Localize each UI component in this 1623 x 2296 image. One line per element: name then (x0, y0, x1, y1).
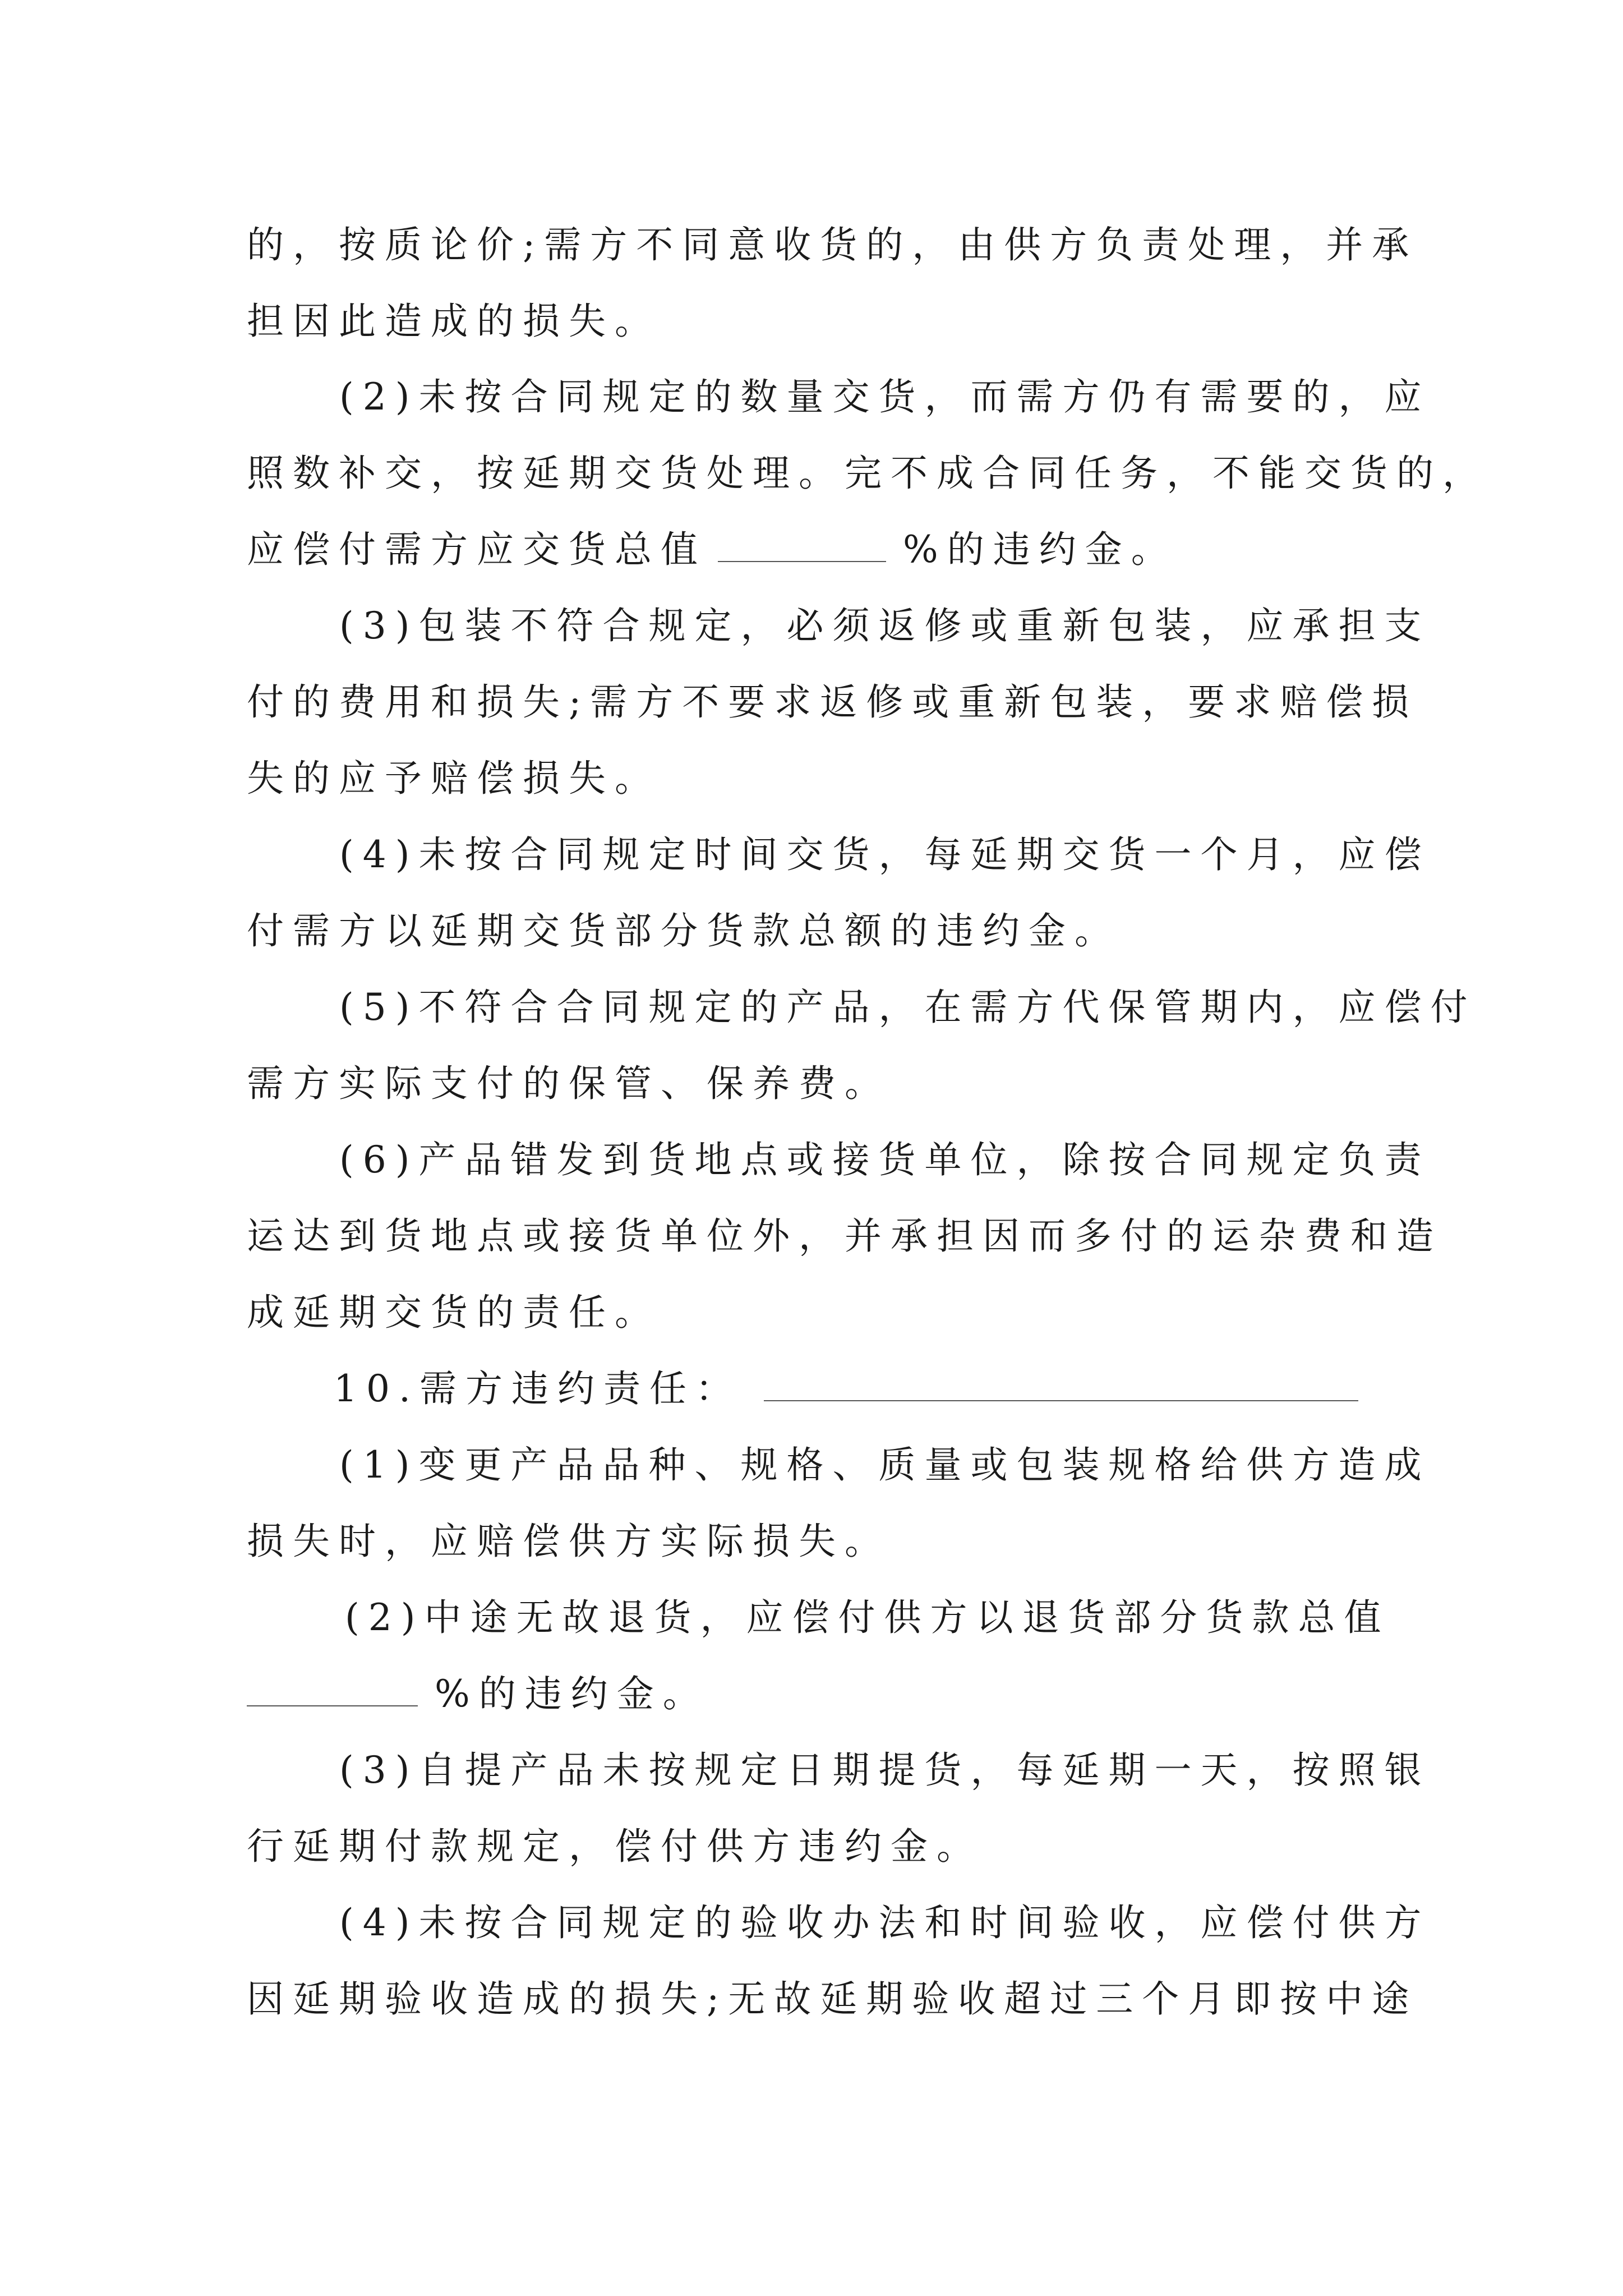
section-heading-text: 10.需方违约责任： (334, 1367, 741, 1410)
clause-item-5: (5)不符合合同规定的产品，在需方代保管期内，应偿付 (339, 986, 1477, 1029)
text-segment: %的违约金。 (435, 1672, 709, 1715)
text-line: 损失时，应赔偿供方实际损失。 (247, 1520, 891, 1563)
clause-item-2b: (2)中途无故退货，应偿付供方以退货部分货款总值 (345, 1596, 1390, 1639)
text-line: 因延期验收造成的损失;无故延期验收超过三个月即按中途 (247, 1977, 1418, 2021)
text-line: 付的费用和损失;需方不要求返修或重新包装，要求赔偿损 (247, 680, 1418, 724)
text-line: 的，按质论价;需方不同意收货的，由供方负责处理，并承 (247, 223, 1418, 266)
clause-item-3: (3)包装不符合规定，必须返修或重新包装，应承担支 (339, 604, 1431, 647)
fill-in-blank (247, 1673, 418, 1706)
fill-in-blank (764, 1368, 1358, 1401)
text-line-with-blank (247, 1667, 1385, 1721)
text-line-with-blank (247, 523, 1385, 577)
clause-item-2: (2)未按合同规定的数量交货，而需方仍有需要的，应 (339, 375, 1431, 418)
clause-item-3b: (3)自提产品未按规定日期提货，每延期一天，按照银 (339, 1749, 1431, 1792)
text-line: 需方实际支付的保管、保养费。 (247, 1062, 891, 1105)
text-line: 成延期交货的责任。 (247, 1291, 661, 1334)
text-line: 照数补交，按延期交货处理。完不成合同任务，不能交货的， (247, 452, 1488, 495)
text-line: 付需方以延期交货部分货款总额的违约金。 (247, 909, 1121, 953)
text-segment: %的违约金。 (903, 528, 1177, 571)
text-line: 失的应予赔偿损失。 (247, 757, 661, 800)
clause-item-4b: (4)未按合同规定的验收办法和时间验收，应偿付供方 (339, 1901, 1431, 1944)
clause-item-1: (1)变更产品品种、规格、质量或包装规格给供方造成 (339, 1443, 1431, 1487)
clause-item-6: (6)产品错发到货地点或接货单位，除按合同规定负责 (339, 1138, 1431, 1181)
text-line: 行延期付款规定，偿付供方违约金。 (247, 1825, 983, 1868)
fill-in-blank (718, 528, 886, 562)
clause-item-4: (4)未按合同规定时间交货，每延期交货一个月，应偿 (339, 833, 1431, 876)
text-line: 运达到货地点或接货单位外，并承担因而多付的运杂费和造 (247, 1214, 1442, 1258)
text-segment: 应偿付需方应交货总值 (247, 528, 707, 571)
section-10-heading (334, 1362, 1472, 1416)
text-line: 担因此造成的损失。 (247, 300, 661, 343)
